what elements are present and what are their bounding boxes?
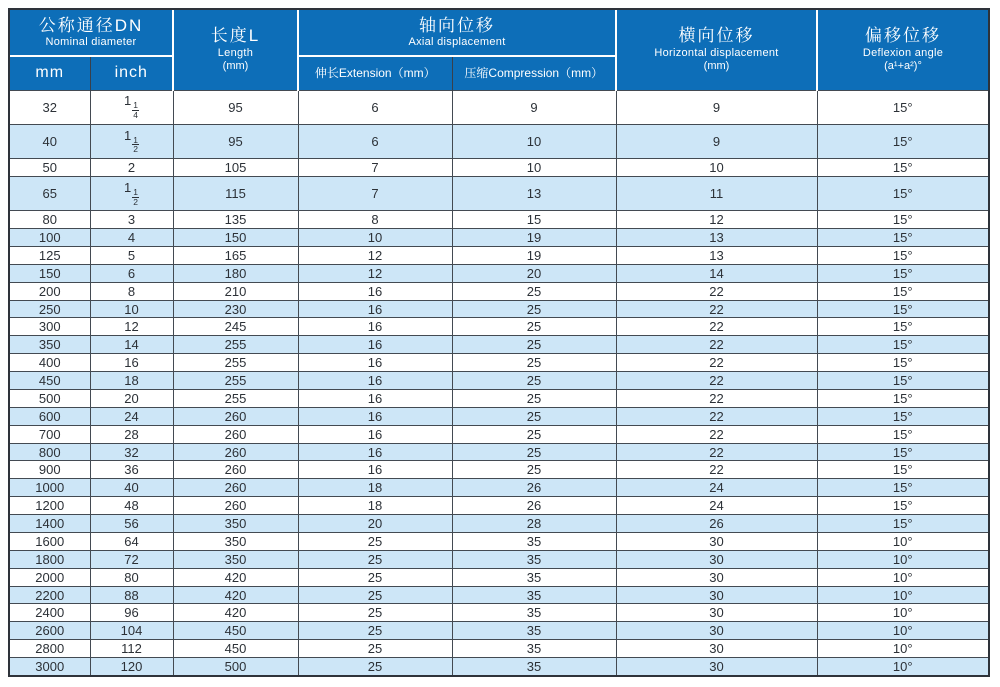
cell-mm: 2800 [10, 640, 90, 658]
cell-mm: 2000 [10, 568, 90, 586]
cell-horizontal: 22 [616, 282, 817, 300]
cell-inch: 24 [90, 407, 173, 425]
cell-extension: 16 [298, 372, 452, 390]
cell-inch: 10 [90, 300, 173, 318]
cell-inch: 56 [90, 515, 173, 533]
cell-horizontal: 30 [616, 640, 817, 658]
cell-length: 150 [173, 229, 298, 247]
cell-angle: 10° [817, 586, 988, 604]
cell-angle: 15° [817, 372, 988, 390]
cell-length: 260 [173, 407, 298, 425]
cell-compression: 19 [452, 246, 616, 264]
cell-length: 350 [173, 515, 298, 533]
cell-extension: 25 [298, 568, 452, 586]
cell-horizontal: 22 [616, 372, 817, 390]
table-row [10, 90, 988, 124]
cell-horizontal: 30 [616, 532, 817, 550]
header-axial-zh: 轴向位移 [419, 16, 495, 35]
table-row [10, 211, 988, 229]
cell-length: 260 [173, 443, 298, 461]
cell-angle: 15° [817, 176, 988, 210]
header-length-zh: 长度L [210, 26, 261, 46]
cell-horizontal: 26 [616, 515, 817, 533]
cell-length: 135 [173, 211, 298, 229]
table-row [10, 604, 988, 622]
cell-length: 210 [173, 282, 298, 300]
header-nominal-diameter-zh: 公称通径DN [38, 16, 144, 35]
cell-mm: 150 [10, 264, 90, 282]
cell-compression: 25 [452, 407, 616, 425]
cell-length: 255 [173, 336, 298, 354]
cell-inch: 12 [90, 318, 173, 336]
cell-length: 255 [173, 372, 298, 390]
cell-compression: 25 [452, 389, 616, 407]
cell-length: 230 [173, 300, 298, 318]
spec-table [8, 8, 990, 677]
table-row [10, 318, 988, 336]
cell-extension: 16 [298, 425, 452, 443]
cell-length: 450 [173, 640, 298, 658]
cell-compression: 35 [452, 658, 616, 675]
cell-extension: 18 [298, 497, 452, 515]
header-nominal-diameter [10, 10, 173, 56]
cell-inch: 14 [90, 336, 173, 354]
cell-angle: 10° [817, 622, 988, 640]
cell-extension: 16 [298, 461, 452, 479]
cell-mm: 65 [10, 176, 90, 210]
header-axial-displacement [298, 10, 616, 56]
cell-extension: 16 [298, 407, 452, 425]
cell-compression: 25 [452, 336, 616, 354]
cell-angle: 15° [817, 264, 988, 282]
cell-inch: 40 [90, 479, 173, 497]
cell-extension: 7 [298, 159, 452, 177]
cell-extension: 18 [298, 479, 452, 497]
cell-inch: 1 $\frac{1}{2}$ [90, 124, 173, 158]
cell-extension: 7 [298, 176, 452, 210]
cell-extension: 25 [298, 604, 452, 622]
cell-horizontal: 22 [616, 300, 817, 318]
cell-length: 255 [173, 354, 298, 372]
cell-angle: 15° [817, 159, 988, 177]
cell-inch: 96 [90, 604, 173, 622]
cell-angle: 15° [817, 246, 988, 264]
cell-horizontal: 30 [616, 658, 817, 675]
cell-compression: 25 [452, 282, 616, 300]
cell-compression: 26 [452, 479, 616, 497]
cell-horizontal: 9 [616, 90, 817, 124]
cell-extension: 25 [298, 622, 452, 640]
cell-angle: 15° [817, 443, 988, 461]
cell-mm: 1400 [10, 515, 90, 533]
cell-extension: 16 [298, 336, 452, 354]
cell-horizontal: 22 [616, 336, 817, 354]
cell-mm: 80 [10, 211, 90, 229]
cell-length: 180 [173, 264, 298, 282]
cell-horizontal: 22 [616, 425, 817, 443]
cell-inch: 4 [90, 229, 173, 247]
cell-length: 260 [173, 479, 298, 497]
cell-horizontal: 10 [616, 159, 817, 177]
cell-length: 105 [173, 159, 298, 177]
cell-angle: 10° [817, 532, 988, 550]
cell-length: 255 [173, 389, 298, 407]
cell-mm: 250 [10, 300, 90, 318]
table-row [10, 246, 988, 264]
table-row [10, 550, 988, 568]
cell-inch: 2 [90, 159, 173, 177]
cell-length: 165 [173, 246, 298, 264]
cell-length: 260 [173, 497, 298, 515]
cell-mm: 700 [10, 425, 90, 443]
cell-extension: 25 [298, 550, 452, 568]
cell-compression: 35 [452, 640, 616, 658]
table-row [10, 354, 988, 372]
cell-horizontal: 22 [616, 461, 817, 479]
table-row [10, 264, 988, 282]
table-row [10, 443, 988, 461]
cell-mm: 800 [10, 443, 90, 461]
header-extension-column: 伸长Extension（mm） [298, 56, 452, 90]
cell-mm: 200 [10, 282, 90, 300]
cell-extension: 12 [298, 246, 452, 264]
cell-angle: 15° [817, 124, 988, 158]
cell-inch: 112 [90, 640, 173, 658]
cell-horizontal: 30 [616, 604, 817, 622]
header-deflexion-zh: 偏移位移 [865, 26, 941, 46]
cell-mm: 125 [10, 246, 90, 264]
cell-inch: 8 [90, 282, 173, 300]
displacement-spec-table [10, 10, 988, 675]
cell-angle: 10° [817, 604, 988, 622]
cell-extension: 25 [298, 658, 452, 675]
cell-length: 420 [173, 604, 298, 622]
cell-compression: 25 [452, 461, 616, 479]
cell-length: 260 [173, 461, 298, 479]
cell-compression: 19 [452, 229, 616, 247]
cell-horizontal: 11 [616, 176, 817, 210]
table-row [10, 229, 988, 247]
cell-angle: 15° [817, 479, 988, 497]
cell-inch: 28 [90, 425, 173, 443]
table-row [10, 425, 988, 443]
cell-inch: 5 [90, 246, 173, 264]
cell-angle: 10° [817, 640, 988, 658]
cell-horizontal: 30 [616, 622, 817, 640]
cell-angle: 15° [817, 425, 988, 443]
cell-inch: 1 $\frac{1}{4}$ [90, 90, 173, 124]
cell-compression: 35 [452, 604, 616, 622]
table-row [10, 372, 988, 390]
table-row [10, 586, 988, 604]
cell-angle: 15° [817, 354, 988, 372]
cell-inch: 88 [90, 586, 173, 604]
cell-compression: 35 [452, 550, 616, 568]
cell-compression: 10 [452, 159, 616, 177]
cell-mm: 3000 [10, 658, 90, 675]
cell-horizontal: 22 [616, 318, 817, 336]
cell-mm: 400 [10, 354, 90, 372]
cell-extension: 8 [298, 211, 452, 229]
cell-horizontal: 30 [616, 550, 817, 568]
table-row [10, 300, 988, 318]
cell-extension: 16 [298, 300, 452, 318]
cell-angle: 15° [817, 515, 988, 533]
cell-length: 500 [173, 658, 298, 675]
header-deflexion-angle [817, 10, 988, 90]
header-horizontal-unit: (mm) [703, 60, 730, 73]
cell-mm: 40 [10, 124, 90, 158]
cell-extension: 10 [298, 229, 452, 247]
cell-compression: 35 [452, 532, 616, 550]
cell-extension: 6 [298, 90, 452, 124]
cell-angle: 15° [817, 461, 988, 479]
cell-horizontal: 22 [616, 443, 817, 461]
cell-mm: 900 [10, 461, 90, 479]
cell-inch: 104 [90, 622, 173, 640]
cell-horizontal: 24 [616, 497, 817, 515]
cell-angle: 15° [817, 229, 988, 247]
cell-extension: 25 [298, 640, 452, 658]
cell-compression: 35 [452, 568, 616, 586]
cell-angle: 15° [817, 90, 988, 124]
table-row [10, 515, 988, 533]
cell-length: 95 [173, 90, 298, 124]
cell-horizontal: 30 [616, 568, 817, 586]
header-horizontal-zh: 横向位移 [678, 26, 755, 46]
cell-inch: 16 [90, 354, 173, 372]
cell-horizontal: 12 [616, 211, 817, 229]
cell-angle: 15° [817, 407, 988, 425]
cell-mm: 500 [10, 389, 90, 407]
cell-extension: 16 [298, 282, 452, 300]
cell-mm: 600 [10, 407, 90, 425]
cell-inch: 20 [90, 389, 173, 407]
cell-length: 115 [173, 176, 298, 210]
header-axial-en: Axial displacement [408, 36, 506, 49]
cell-inch: 72 [90, 550, 173, 568]
cell-mm: 100 [10, 229, 90, 247]
cell-compression: 15 [452, 211, 616, 229]
header-deflexion-unit: (a¹+a²)° [884, 60, 922, 73]
cell-compression: 13 [452, 176, 616, 210]
cell-horizontal: 30 [616, 586, 817, 604]
header-length-en: Length [217, 46, 254, 59]
cell-angle: 15° [817, 389, 988, 407]
cell-compression: 25 [452, 443, 616, 461]
cell-mm: 1000 [10, 479, 90, 497]
cell-angle: 15° [817, 300, 988, 318]
header-deflexion-en: Deflexion angle [862, 46, 944, 59]
cell-compression: 25 [452, 372, 616, 390]
cell-mm: 1800 [10, 550, 90, 568]
cell-length: 420 [173, 586, 298, 604]
cell-horizontal: 9 [616, 124, 817, 158]
table-row [10, 497, 988, 515]
table-row [10, 389, 988, 407]
table-row [10, 658, 988, 675]
cell-extension: 16 [298, 354, 452, 372]
cell-compression: 9 [452, 90, 616, 124]
cell-angle: 15° [817, 318, 988, 336]
cell-horizontal: 13 [616, 246, 817, 264]
cell-mm: 1200 [10, 497, 90, 515]
cell-horizontal: 13 [616, 229, 817, 247]
cell-extension: 25 [298, 586, 452, 604]
table-body [10, 90, 988, 675]
cell-angle: 10° [817, 568, 988, 586]
cell-inch: 32 [90, 443, 173, 461]
cell-mm: 32 [10, 90, 90, 124]
cell-extension: 16 [298, 318, 452, 336]
cell-compression: 20 [452, 264, 616, 282]
header-nominal-diameter-en: Nominal diameter [45, 36, 137, 49]
table-row [10, 640, 988, 658]
header-mm-column: mm [10, 56, 90, 90]
cell-inch: 64 [90, 532, 173, 550]
cell-angle: 15° [817, 211, 988, 229]
table-row [10, 622, 988, 640]
cell-horizontal: 22 [616, 407, 817, 425]
cell-mm: 450 [10, 372, 90, 390]
table-row [10, 568, 988, 586]
cell-length: 420 [173, 568, 298, 586]
cell-inch: 1 $\frac{1}{2}$ [90, 176, 173, 210]
cell-horizontal: 22 [616, 389, 817, 407]
header-inch-column: inch [90, 56, 173, 90]
cell-compression: 25 [452, 300, 616, 318]
cell-length: 450 [173, 622, 298, 640]
cell-mm: 350 [10, 336, 90, 354]
header-horizontal-displacement [616, 10, 817, 90]
cell-inch: 48 [90, 497, 173, 515]
cell-compression: 25 [452, 425, 616, 443]
cell-inch: 80 [90, 568, 173, 586]
cell-inch: 18 [90, 372, 173, 390]
cell-compression: 10 [452, 124, 616, 158]
cell-mm: 1600 [10, 532, 90, 550]
cell-extension: 6 [298, 124, 452, 158]
cell-compression: 35 [452, 586, 616, 604]
cell-length: 350 [173, 532, 298, 550]
cell-length: 350 [173, 550, 298, 568]
table-row [10, 407, 988, 425]
cell-mm: 300 [10, 318, 90, 336]
cell-angle: 10° [817, 658, 988, 675]
cell-compression: 25 [452, 318, 616, 336]
cell-angle: 15° [817, 497, 988, 515]
cell-extension: 25 [298, 532, 452, 550]
cell-horizontal: 14 [616, 264, 817, 282]
table-row [10, 479, 988, 497]
cell-length: 245 [173, 318, 298, 336]
cell-compression: 28 [452, 515, 616, 533]
cell-inch: 36 [90, 461, 173, 479]
cell-length: 95 [173, 124, 298, 158]
table-row [10, 336, 988, 354]
cell-mm: 2200 [10, 586, 90, 604]
table-row [10, 282, 988, 300]
cell-length: 260 [173, 425, 298, 443]
cell-mm: 50 [10, 159, 90, 177]
cell-extension: 16 [298, 443, 452, 461]
table-row [10, 124, 988, 158]
table-row [10, 159, 988, 177]
cell-compression: 26 [452, 497, 616, 515]
header-compression-column: 压缩Compression（mm） [452, 56, 616, 90]
header-length-unit: (mm) [222, 60, 249, 73]
cell-angle: 15° [817, 282, 988, 300]
cell-inch: 3 [90, 211, 173, 229]
cell-compression: 35 [452, 622, 616, 640]
cell-angle: 10° [817, 550, 988, 568]
cell-compression: 25 [452, 354, 616, 372]
header-length [173, 10, 298, 90]
cell-horizontal: 22 [616, 354, 817, 372]
table-row [10, 461, 988, 479]
cell-inch: 120 [90, 658, 173, 675]
cell-extension: 16 [298, 389, 452, 407]
cell-angle: 15° [817, 336, 988, 354]
cell-horizontal: 24 [616, 479, 817, 497]
table-row [10, 176, 988, 210]
cell-mm: 2600 [10, 622, 90, 640]
cell-inch: 6 [90, 264, 173, 282]
table-header [10, 10, 988, 90]
cell-extension: 12 [298, 264, 452, 282]
cell-mm: 2400 [10, 604, 90, 622]
cell-extension: 20 [298, 515, 452, 533]
table-row [10, 532, 988, 550]
header-horizontal-en: Horizontal displacement [654, 46, 779, 59]
